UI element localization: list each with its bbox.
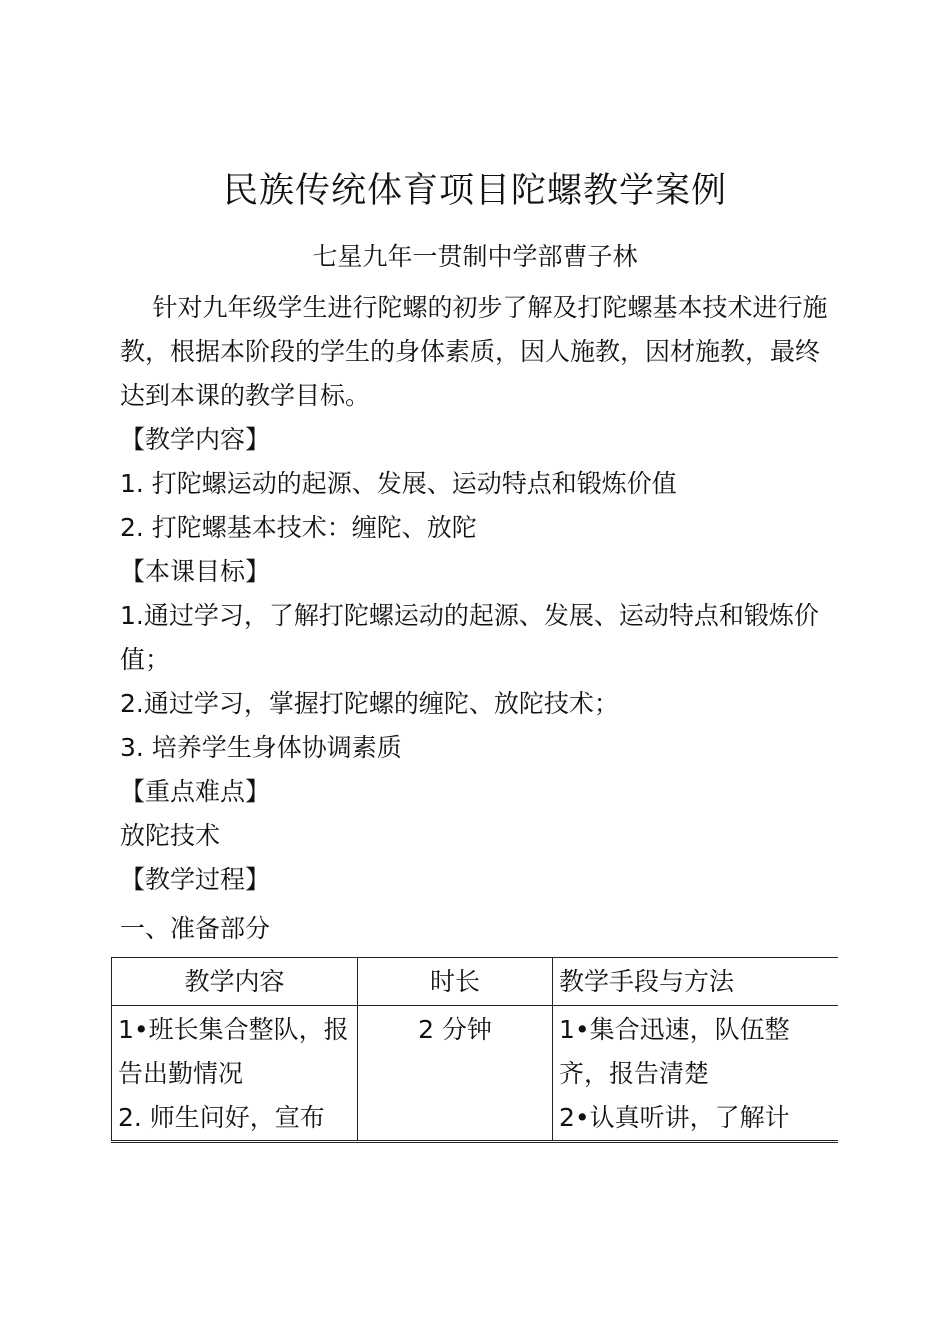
content-item: 2. 打陀螺基本技术：缠陀、放陀 — [120, 513, 477, 542]
table-cell-duration — [358, 1006, 553, 1141]
lesson-table — [111, 957, 838, 1143]
intro-paragraph: 针对九年级学生进行陀螺的初步了解及打陀螺基本技术进行施教，根据本阶段的学生的身体素质，因人施教，因材施教，最终达到本课的教学目标。 — [120, 293, 828, 410]
cell-line: 2 分钟 — [418, 1015, 492, 1044]
content-item: 1. 打陀螺运动的起源、发展、运动特点和锻炼价值 — [120, 469, 677, 498]
table-header-method: 教学手段与方法 — [553, 958, 839, 1006]
author-line: 七星九年一贯制中学部曹子林 — [312, 242, 638, 271]
cell-line: 1•集合迅速，队伍整 — [559, 1015, 790, 1044]
cell-line: 2•认真听讲，了解计 — [559, 1103, 790, 1132]
cell-line: 2. 师生问好，宣布 — [118, 1103, 325, 1132]
content-heading: 【教学内容】 — [120, 425, 271, 454]
goals-heading: 【本课目标】 — [120, 557, 271, 586]
key-points-heading: 【重点难点】 — [120, 777, 271, 806]
document-title: 民族传统体育项目陀螺教学案例 — [222, 171, 727, 211]
table-cell-content — [112, 1006, 358, 1141]
key-points-text: 放陀技术 — [120, 821, 221, 850]
table-header-content: 教学内容 — [112, 958, 358, 1006]
document-body — [120, 286, 840, 902]
table-cell-method — [553, 1006, 839, 1141]
table-row — [112, 1006, 839, 1141]
goal-item: 1.通过学习，了解打陀螺运动的起源、发展、运动特点和锻炼价值； — [120, 601, 819, 674]
goal-item: 3. 培养学生身体协调素质 — [120, 733, 402, 762]
table-header-row — [112, 958, 839, 1006]
goal-item: 2.通过学习，掌握打陀螺的缠陀、放陀技术； — [120, 689, 619, 718]
table-header-duration: 时长 — [358, 958, 553, 1006]
cell-line: 1•班长集合整队，报 — [118, 1015, 349, 1044]
process-heading: 【教学过程】 — [120, 865, 271, 894]
cell-line: 齐，报告清楚 — [559, 1059, 710, 1088]
cell-line: 告出勤情况 — [118, 1059, 244, 1088]
part-one-heading: 一、准备部分 — [120, 914, 271, 943]
